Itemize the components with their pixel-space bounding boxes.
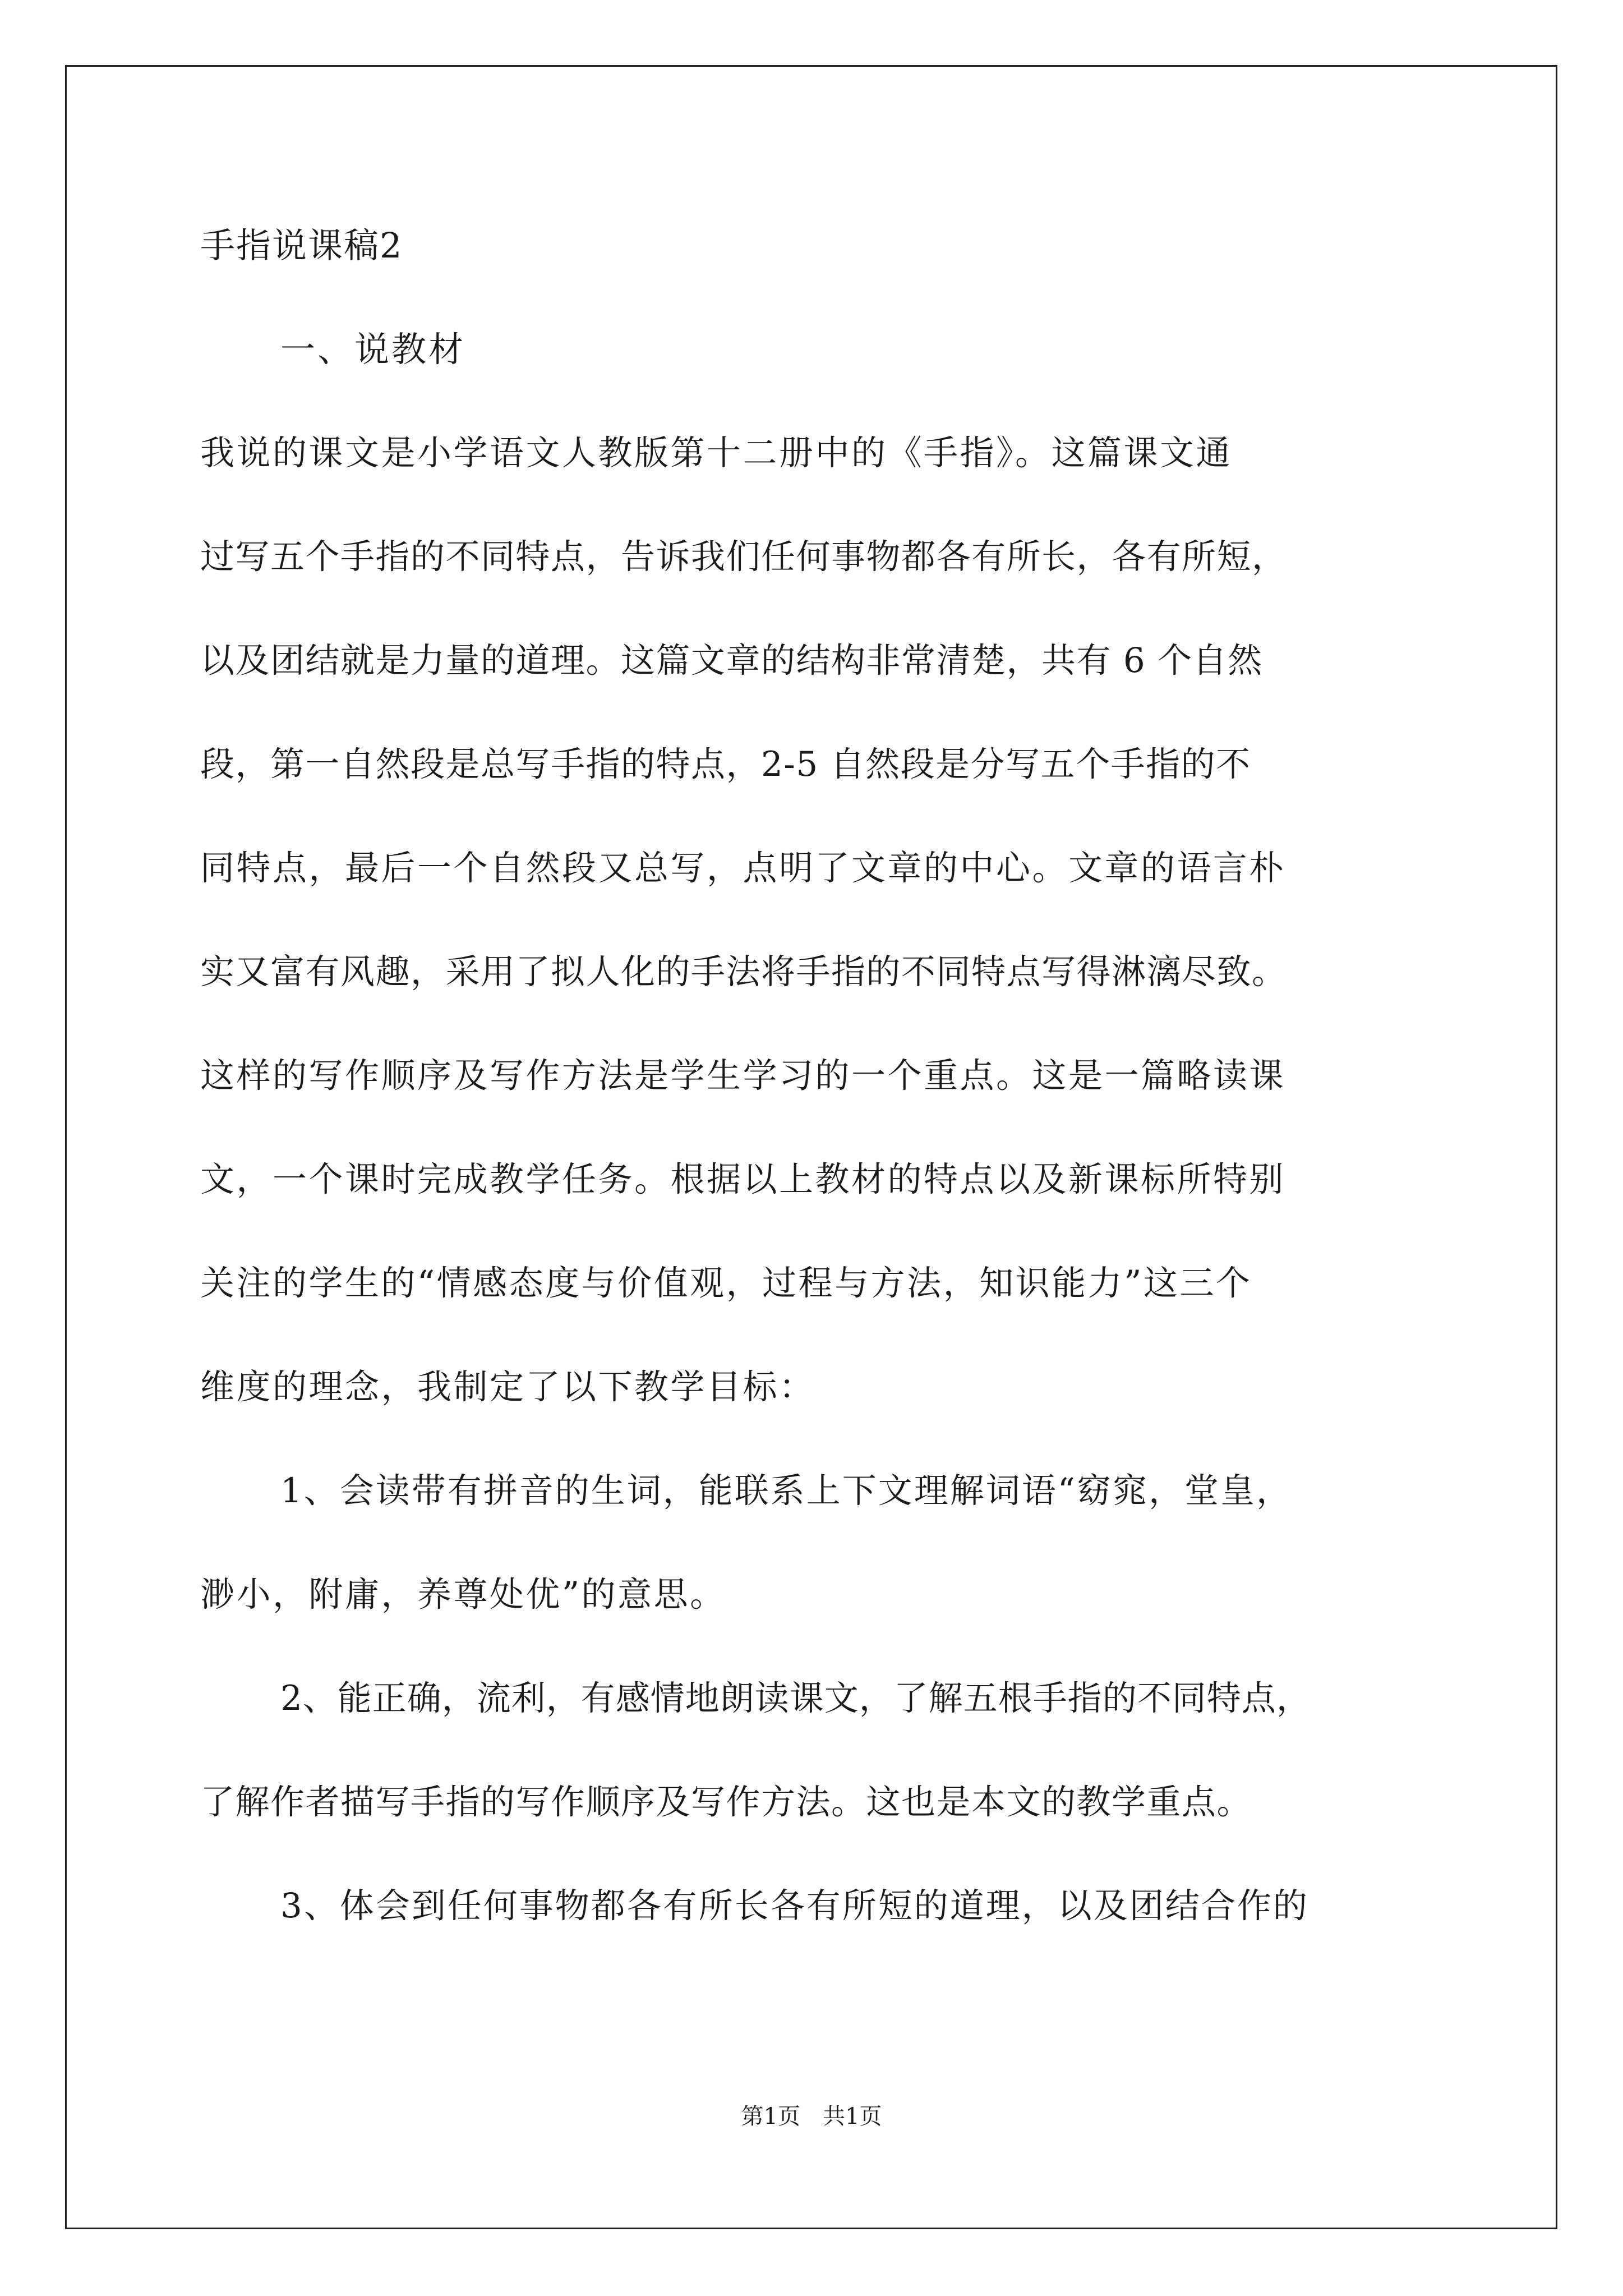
paragraph-line: 段，第一自然段是总写手指的特点，2-5 自然段是分写五个手指的不 xyxy=(200,744,1251,784)
document-title: 手指说课稿2 xyxy=(200,225,403,266)
paragraph-line: 以及团结就是力量的道理。这篇文章的结构非常清楚，共有 6 个自然 xyxy=(200,641,1263,680)
objective-line: 3、体会到任何事物都各有所长各有所短的道理，以及团结合作的 xyxy=(280,1886,1309,1926)
paragraph-line: 我说的课文是小学语文人教版第十二册中的《手指》。这篇课文通 xyxy=(200,433,1233,473)
objective-line: 了解作者描写手指的写作顺序及写作方法。这也是本文的教学重点。 xyxy=(200,1782,1252,1822)
paragraph-line: 维度的理念，我制定了以下教学目标： xyxy=(200,1367,815,1407)
paragraph-line: 这样的写作顺序及写作方法是学生学习的一个重点。这是一篇略读课 xyxy=(200,1056,1286,1096)
paragraph-line: 文，一个课时完成教学任务。根据以上教材的特点以及新课标所特别 xyxy=(200,1159,1286,1199)
paragraph-line: 实又富有风趣，采用了拟人化的手法将手指的不同特点写得淋漓尽致。 xyxy=(200,952,1287,992)
page-number-footer: 第1页 共1页 xyxy=(741,2104,882,2129)
paragraph-line: 过写五个手指的不同特点，告诉我们任何事物都各有所长，各有所短， xyxy=(200,537,1287,577)
objective-line: 1、会读带有拼音的生词，能联系上下文理解词语“窈窕，堂皇， xyxy=(280,1471,1292,1511)
objective-line: 渺小，附庸，养尊处优”的意思。 xyxy=(200,1575,726,1614)
objective-line: 2、能正确，流利，有感情地朗读课文，了解五根手指的不同特点， xyxy=(280,1678,1311,1718)
paragraph-line: 同特点，最后一个自然段又总写，点明了文章的中心。文章的语言朴 xyxy=(200,848,1286,888)
paragraph-line: 关注的学生的“情感态度与价值观，过程与方法，知识能力”这三个 xyxy=(200,1263,1252,1303)
section-heading: 一、说教材 xyxy=(280,329,466,370)
